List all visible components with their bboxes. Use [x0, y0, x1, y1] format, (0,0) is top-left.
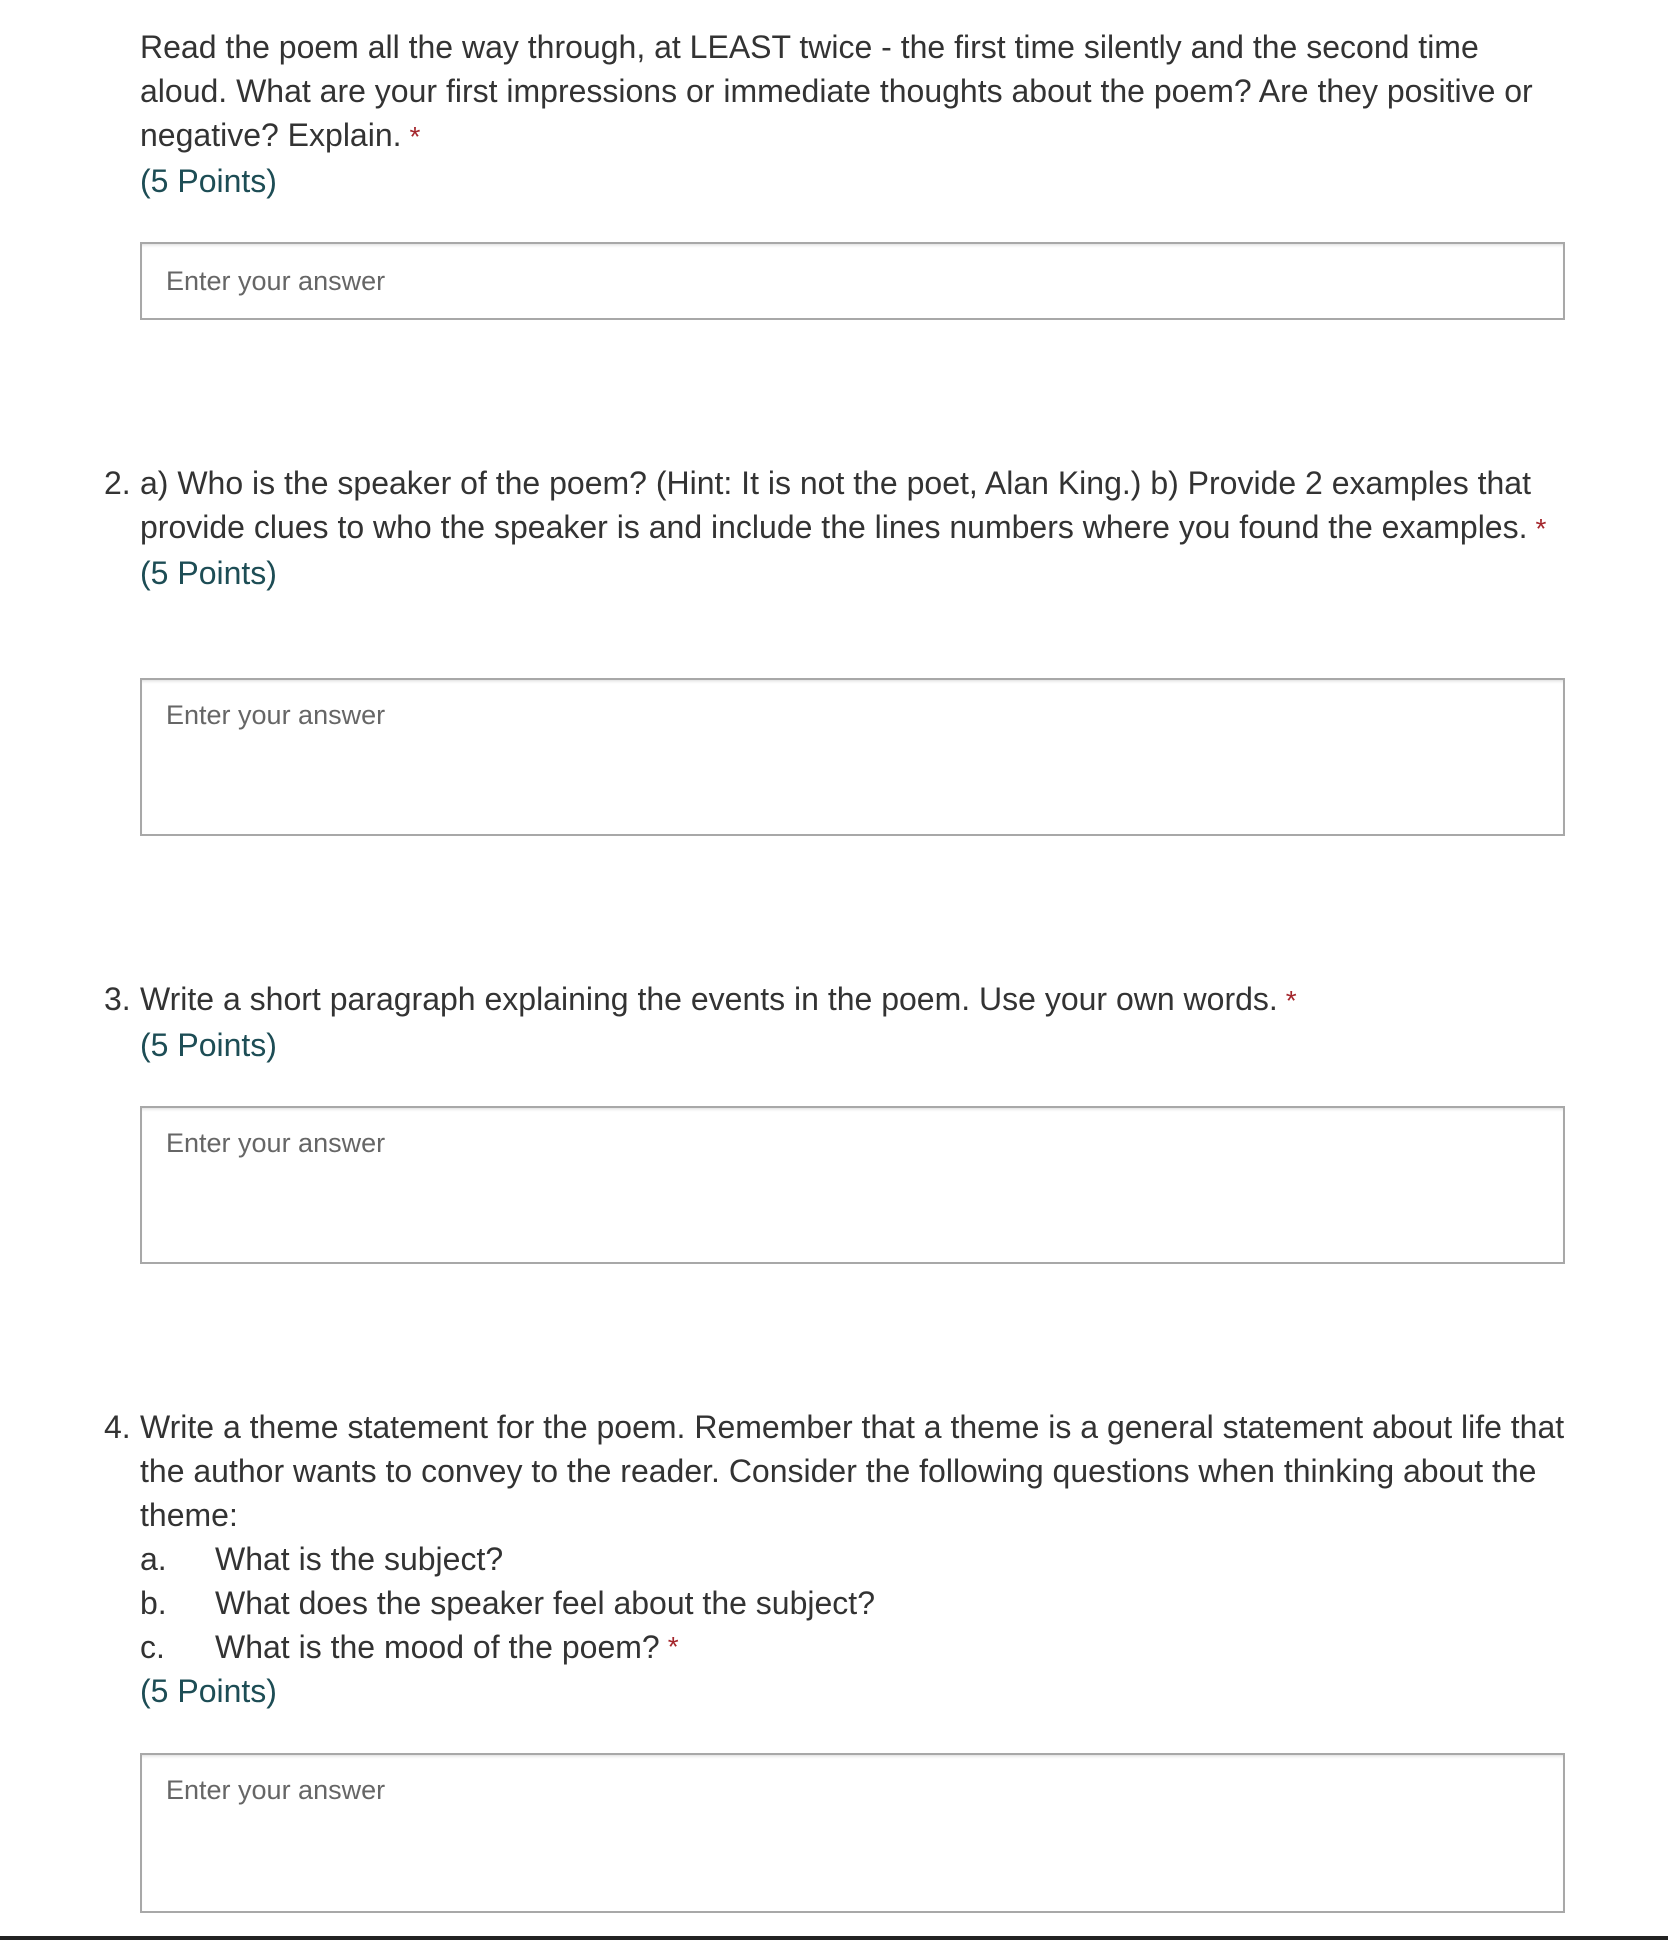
- sub-item-label: a.: [140, 1541, 167, 1577]
- sub-item-label: b.: [140, 1585, 167, 1621]
- question-text: a) Who is the speaker of the poem? (Hint: It is not the poet, Alan King.) b) Provide 2 examples that provide clues to who the speaker is and include the lines numbers where you found the examples.: [140, 465, 1531, 545]
- sub-item-label: c.: [140, 1629, 165, 1665]
- question-number: 2.: [104, 465, 131, 501]
- answer-input-3[interactable]: [140, 1106, 1565, 1264]
- answer-placeholder: Enter your answer: [166, 1128, 386, 1158]
- answer-input-1[interactable]: [140, 242, 1565, 320]
- question-number: 3.: [104, 981, 131, 1017]
- sub-item-a: [140, 1537, 1570, 1581]
- question-points: (5 Points): [140, 1673, 277, 1709]
- question-text: Write a short paragraph explaining the events in the poem. Use your own words.: [140, 981, 1278, 1017]
- question-3: [104, 977, 1570, 1067]
- question-1: [140, 25, 1570, 203]
- answer-placeholder: Enter your answer: [166, 1775, 386, 1805]
- required-asterisk: *: [1285, 985, 1297, 1016]
- required-asterisk: *: [667, 1631, 679, 1662]
- sub-item-text: What is the subject?: [215, 1541, 504, 1577]
- question-2: [104, 461, 1570, 595]
- sub-item-c: [140, 1625, 1570, 1669]
- question-points: (5 Points): [140, 1027, 277, 1063]
- question-points: (5 Points): [140, 163, 277, 199]
- sub-item-b: [140, 1581, 1570, 1625]
- sub-item-text: What does the speaker feel about the subject?: [215, 1585, 875, 1621]
- required-asterisk: *: [409, 121, 421, 152]
- answer-placeholder: Enter your answer: [166, 266, 386, 296]
- required-asterisk: *: [1535, 513, 1547, 544]
- question-number: 4.: [104, 1409, 131, 1445]
- bottom-divider: [0, 1936, 1668, 1940]
- question-points: (5 Points): [140, 555, 277, 591]
- question-text: Write a theme statement for the poem. Remember that a theme is a general statement about life that the author wants to convey to the reader. Consider the following questions when thinking about the theme:: [140, 1409, 1565, 1533]
- question-text: Read the poem all the way through, at LEAST twice - the first time silently and the second time aloud. What are your first impressions or immediate thoughts about the poem? Are they positive or negative? Explain.: [140, 29, 1533, 153]
- answer-input-4[interactable]: [140, 1753, 1565, 1913]
- question-4: [104, 1405, 1570, 1713]
- sub-item-text: What is the mood of the poem?: [215, 1629, 660, 1665]
- answer-placeholder: Enter your answer: [166, 700, 386, 730]
- answer-input-2[interactable]: [140, 678, 1565, 836]
